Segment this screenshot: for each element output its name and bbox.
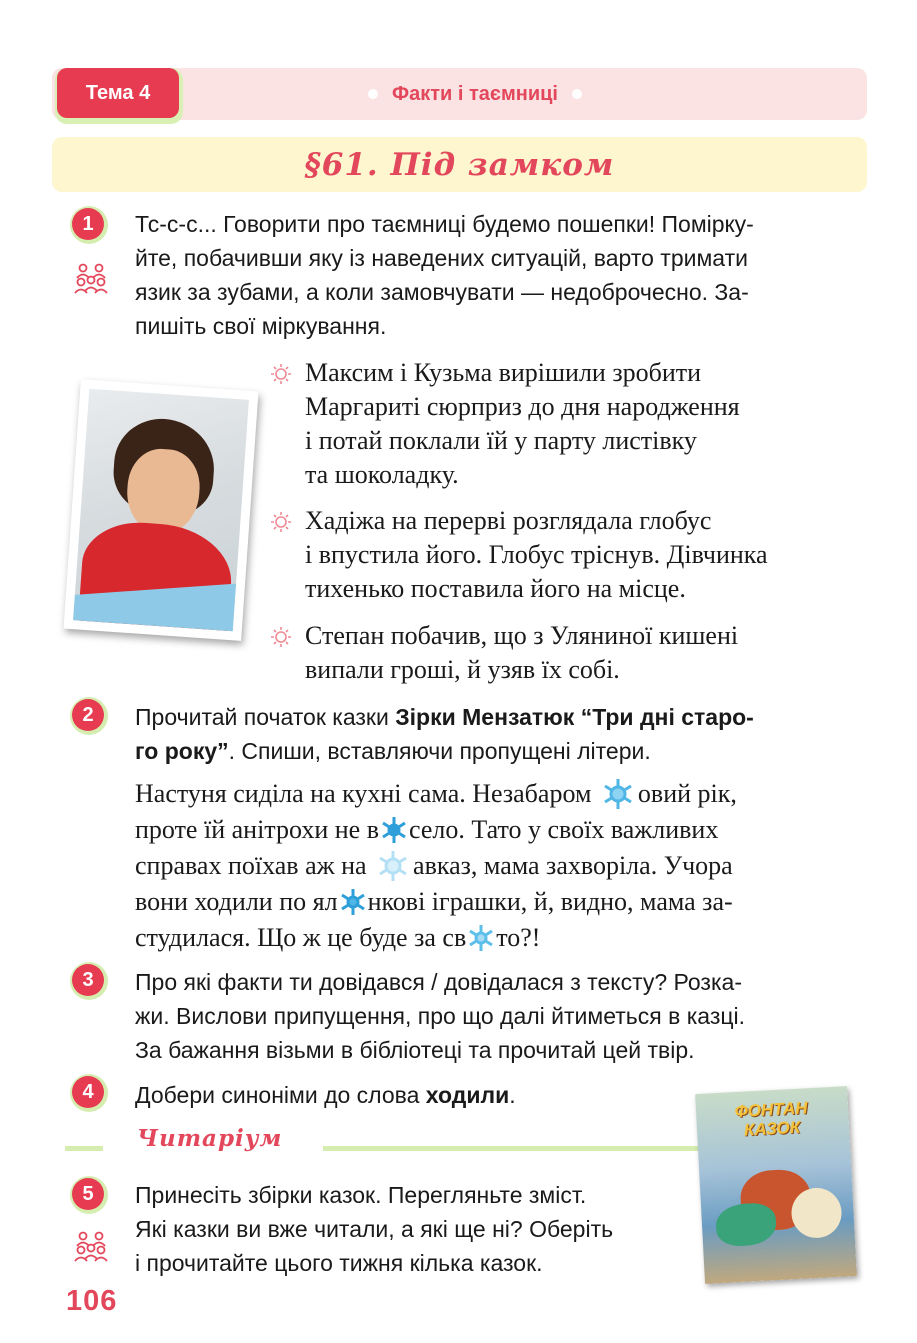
task5-text: Принесіть збірки казок. Перегляньте зміст. Які казки ви вже читали, а які ще ні? Оберіть і прочитайте цього тижня кілька казок. bbox=[135, 1182, 614, 1276]
task4-text: Добери синоніми до слова ходили. bbox=[135, 1082, 516, 1108]
section-divider bbox=[323, 1146, 703, 1151]
sun-bullet-icon bbox=[270, 363, 292, 385]
section-divider bbox=[65, 1146, 103, 1151]
bullet-dot-icon bbox=[368, 89, 378, 99]
task3-text: Про які факти ти довідався / довідалася з тексту? Розка- жи. Вислови припущення, про що далі йтиметься в казці. За бажання візьми в бібліотеці та прочитай цей твір. bbox=[135, 969, 746, 1063]
task-number-badge: 5 bbox=[70, 1176, 108, 1214]
page-number: 106 bbox=[66, 1285, 118, 1317]
sun-bullet-icon bbox=[270, 626, 292, 648]
task-number-badge: 2 bbox=[70, 697, 108, 735]
situation-1: Максим і Кузьма вирішили зробити Маргариті сюрприз до дня народження і потай поклали їй у парту листівку та шоколадку. bbox=[305, 358, 740, 489]
snowflake-icon bbox=[598, 777, 638, 811]
task-number-badge: 1 bbox=[70, 206, 108, 244]
tema-badge: Тема 4 bbox=[57, 68, 179, 118]
bullet-dot-icon bbox=[572, 89, 582, 99]
snowflake-icon bbox=[373, 849, 413, 883]
task-number-badge: 4 bbox=[70, 1074, 108, 1112]
situation-2: Хадіжа на перерві розглядала глобус і впустила його. Глобус тріснув. Дівчинка тихенько поставила його на місце. bbox=[305, 506, 768, 603]
page-title: §61. Під замком bbox=[304, 146, 615, 183]
task2-instruction: Прочитай початок казки Зірки Мензатюк “Три дні старо- го року”. Спиши, вставляючи пропущені літери. bbox=[135, 704, 754, 764]
boy-shushing-photo bbox=[63, 379, 258, 641]
book-cover-title: ФОНТАН КАЗОК bbox=[734, 1098, 809, 1140]
snowflake-icon bbox=[379, 813, 409, 847]
fairytale-excerpt: Настуня сиділа на кухні сама. Незабаром овий рік, проте їй анітрохи не в село. Тато у своїх важливих справах поїхав аж на авказ, мама захворіла. Учора вони ходили по ял нкові іграшки, й, видно, мама за- студилася. Що ж це буде за св то?! bbox=[135, 777, 737, 957]
group-work-icon bbox=[73, 262, 109, 296]
snowflake-icon bbox=[466, 921, 496, 955]
sun-bullet-icon bbox=[270, 511, 292, 533]
section-heading: Читаріум bbox=[137, 1125, 283, 1152]
task1-text: Тс-с-с... Говорити про таємниці будемо пошепки! Поміркy- йте, побачивши яку із наведених ситуацій, варто тримати язик за зубами, а коли замовчувати — недоброчесно. За- пишіть свої міркування. bbox=[135, 211, 754, 339]
snowflake-icon bbox=[338, 885, 368, 919]
book-cover-image bbox=[695, 1086, 857, 1284]
task-number-badge: 3 bbox=[70, 962, 108, 1000]
topic-heading bbox=[340, 78, 610, 110]
topic-label: Факти і таємниці bbox=[392, 82, 558, 105]
group-work-icon bbox=[73, 1230, 109, 1264]
situation-3: Степан побачив, що з Уляниної кишені випали гроші, й узяв їх собі. bbox=[305, 621, 739, 684]
